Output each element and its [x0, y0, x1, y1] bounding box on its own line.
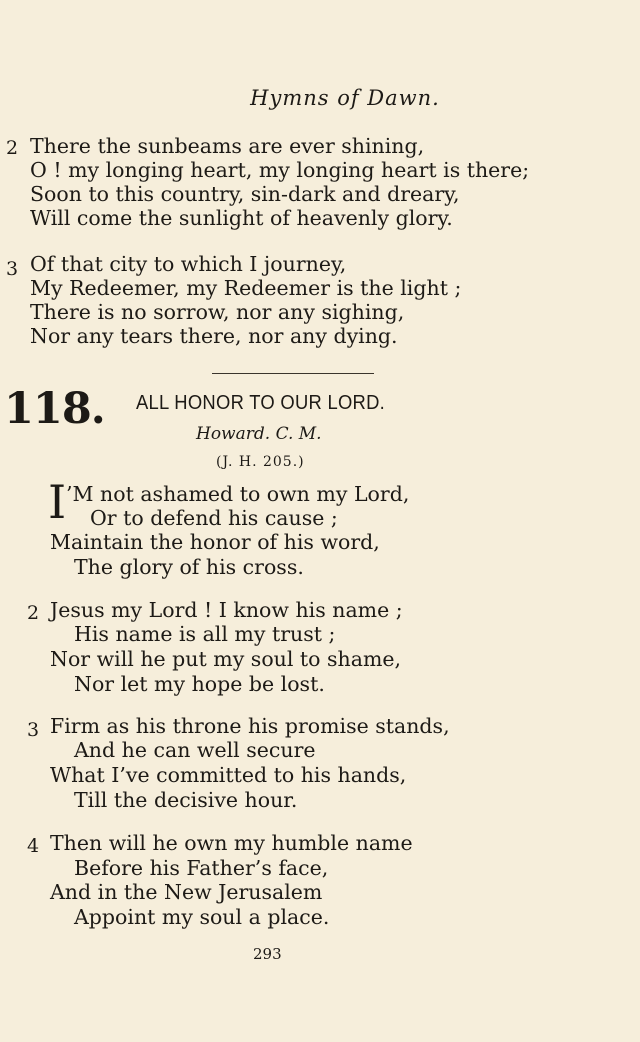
- verse-line: The glory of his cross.: [74, 555, 304, 579]
- verse-line: Till the decisive hour.: [74, 788, 298, 812]
- verse-line: His name is all my trust ;: [74, 622, 336, 646]
- drop-cap: I: [48, 475, 67, 529]
- verse-line: Maintain the honor of his word,: [50, 530, 380, 554]
- verse-number: 3: [27, 719, 40, 741]
- verse-line: Firm as his throne his promise stands,: [50, 714, 450, 738]
- hymn-title: ALL HONOR TO OUR LORD.: [136, 392, 386, 414]
- verse-line: And in the New Jerusalem: [50, 880, 323, 904]
- verse-line: Nor let my hope be lost.: [74, 672, 325, 696]
- running-head: Hymns of Dawn.: [250, 86, 440, 110]
- verse-line: Jesus my Lord ! I know his name ;: [50, 598, 403, 622]
- verse-line: Of that city to which I journey,: [30, 252, 347, 276]
- hymn-number: 118.: [4, 384, 105, 434]
- verse-line: Appoint my soul a place.: [74, 905, 330, 929]
- verse-number: 2: [27, 602, 40, 624]
- verse-line: There is no sorrow, nor any sighing,: [30, 300, 405, 324]
- verse-line: What I’ve committed to his hands,: [50, 763, 407, 787]
- tune-name: Howard. C. M.: [196, 424, 322, 444]
- hymnal-reference: (J. H. 205.): [216, 454, 305, 470]
- verse-line: There the sunbeams are ever shining,: [30, 134, 425, 158]
- verse-number: 2: [6, 137, 19, 159]
- section-divider: [212, 373, 374, 374]
- verse-line: And he can well secure: [74, 738, 316, 762]
- page-number: 293: [253, 945, 282, 963]
- verse-line: Or to defend his cause ;: [90, 506, 338, 530]
- verse-line: O ! my longing heart, my longing heart is there;: [30, 158, 530, 182]
- verse-line: ’M not ashamed to own my Lord,: [66, 482, 410, 506]
- verse-number: 4: [27, 835, 40, 857]
- verse-line: Nor will he put my soul to shame,: [50, 647, 402, 671]
- verse-line: Will come the sunlight of heavenly glory.: [30, 206, 453, 230]
- verse-line: Before his Father’s face,: [74, 856, 329, 880]
- verse-line: Soon to this country, sin-dark and dreary,: [30, 182, 460, 206]
- verse-line: My Redeemer, my Redeemer is the light ;: [30, 276, 462, 300]
- verse-number: 3: [6, 258, 19, 280]
- verse-line: Then will he own my humble name: [50, 831, 413, 855]
- verse-line: Nor any tears there, nor any dying.: [30, 324, 398, 348]
